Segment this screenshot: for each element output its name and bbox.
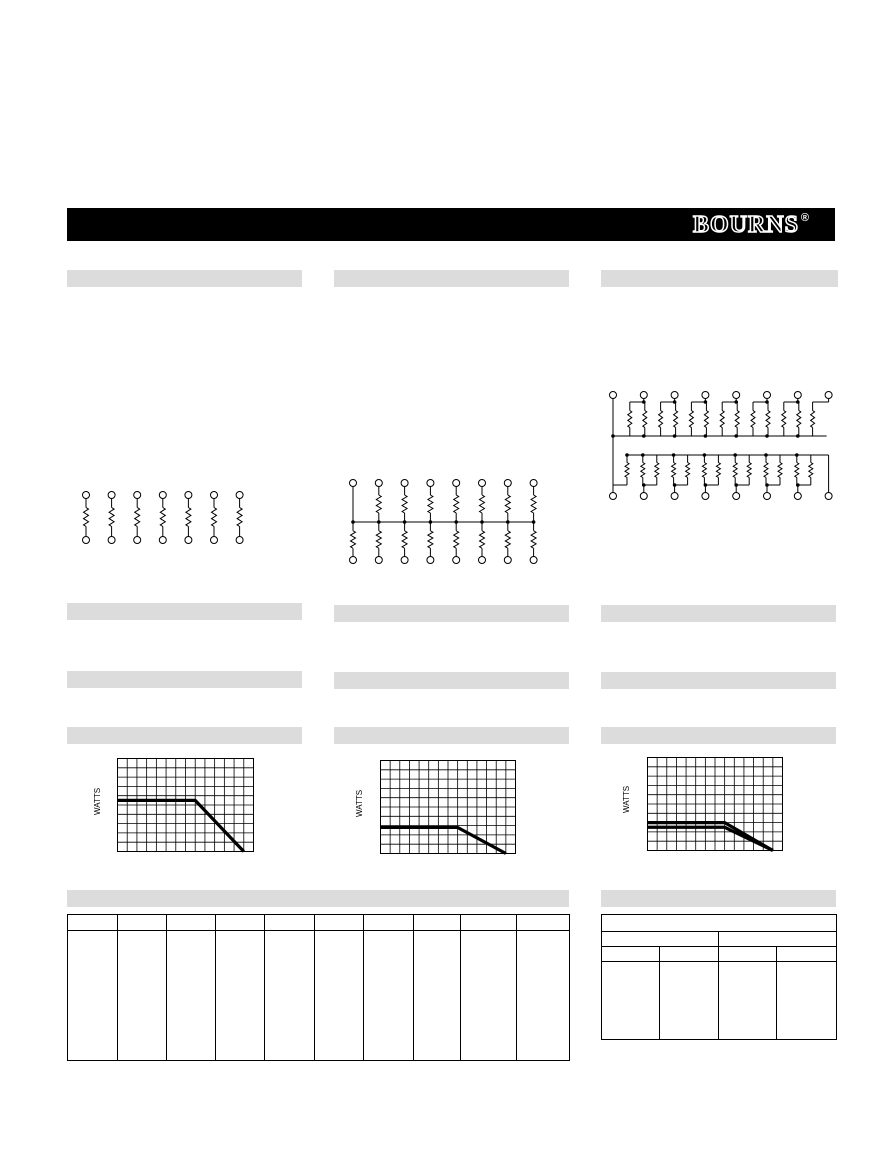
chart-3-ylabel: WATTS [622, 785, 631, 813]
chart-2-ylabel: WATTS [355, 789, 364, 817]
table-col-divider [314, 915, 315, 1060]
pin-terminal [401, 557, 408, 564]
resistor-symbol [186, 508, 191, 527]
resistor-symbol [531, 531, 536, 549]
resistor-symbol [782, 411, 786, 428]
pin-terminal [479, 480, 486, 487]
pin-terminal [185, 537, 192, 544]
pin-terminal [108, 492, 115, 499]
resistor-symbol [747, 463, 751, 478]
junction-dot [734, 400, 738, 404]
chart-1-ylabel: WATTS [93, 787, 102, 815]
pin-terminal [479, 557, 486, 564]
section-bar-2-row2 [334, 605, 569, 622]
junction-dot [765, 400, 769, 404]
section-bar-table-left [67, 890, 569, 907]
resistor-symbol [505, 495, 510, 513]
pin-terminal [211, 492, 218, 499]
pin-terminal [236, 537, 243, 544]
section-bar-bussed [334, 270, 569, 287]
resistor-symbol [797, 411, 801, 428]
pin-terminal [350, 480, 357, 487]
pin-terminal [375, 557, 382, 564]
resistor-symbol [402, 531, 407, 549]
resistor-symbol [505, 531, 510, 549]
section-bar-1-row3 [67, 671, 302, 688]
junction-dot [532, 520, 536, 524]
table-title-rule [602, 931, 836, 932]
junction-dot [673, 483, 677, 487]
section-bar-isolated [67, 270, 302, 287]
derating-chart-2 [380, 760, 516, 854]
ordering-table [67, 914, 570, 1061]
pin-terminal [794, 493, 801, 500]
pin-terminal [702, 493, 709, 500]
derating-chart-3 [647, 757, 783, 851]
resistor-symbol [531, 495, 536, 513]
pin-terminal [610, 392, 617, 399]
resistor-symbol [454, 495, 459, 513]
junction-dot [642, 434, 646, 438]
pin-terminal [504, 557, 511, 564]
section-bar-2-derating [334, 727, 569, 744]
junction-dot [351, 520, 355, 524]
pin-terminal [134, 537, 141, 544]
resistor-symbol [751, 411, 755, 428]
resistor-symbol [160, 508, 165, 527]
junction-dot [764, 453, 768, 457]
junction-dot [641, 453, 645, 457]
resistor-symbol [454, 531, 459, 549]
table-header-rule [602, 961, 836, 962]
resistor-symbol [628, 411, 632, 428]
section-bar-3-derating [601, 727, 836, 744]
pin-terminal [134, 492, 141, 499]
resistor-symbol [237, 508, 242, 527]
junction-dot [796, 483, 800, 487]
pin-terminal [211, 537, 218, 544]
junction-dot [765, 483, 769, 487]
junction-dot [733, 453, 737, 457]
resistor-symbol [795, 463, 799, 478]
resistor-symbol [480, 495, 485, 513]
resistance-table [601, 914, 837, 1040]
section-bar-1-derating [67, 727, 302, 744]
junction-dot [703, 453, 707, 457]
table-col-divider [659, 946, 660, 1039]
table-col-divider [166, 915, 167, 1060]
table-col-divider [413, 915, 414, 1060]
resistor-symbol [480, 531, 485, 549]
pin-terminal [159, 537, 166, 544]
pin-terminal [610, 493, 617, 500]
section-bar-table-right [601, 890, 836, 907]
derating-chart-1 [117, 758, 254, 852]
resistor-symbol [84, 508, 89, 527]
resistor-symbol [702, 463, 706, 478]
resistor-symbol [643, 411, 647, 428]
pin-terminal [159, 492, 166, 499]
resistor-symbol [720, 411, 724, 428]
pin-terminal [530, 480, 537, 487]
pin-terminal [83, 492, 90, 499]
junction-dot [403, 520, 407, 524]
header-bar [67, 208, 835, 241]
junction-dot [673, 400, 677, 404]
junction-dot [704, 400, 708, 404]
junction-dot [704, 483, 708, 487]
resistor-symbol [402, 495, 407, 513]
table-col-divider [117, 915, 118, 1060]
junction-dot [796, 400, 800, 404]
junction-dot [796, 434, 800, 438]
resistor-symbol [689, 411, 693, 428]
resistor-symbol [351, 531, 356, 549]
table-col-divider [264, 915, 265, 1060]
pin-terminal [453, 480, 460, 487]
resistor-symbol [376, 495, 381, 513]
section-bar-3-row2 [601, 605, 836, 622]
pin-terminal [530, 557, 537, 564]
resistor-symbol [716, 463, 720, 478]
resistor-symbol [109, 508, 114, 527]
junction-dot [506, 520, 510, 524]
resistor-symbol [809, 463, 813, 478]
pin-terminal [640, 392, 647, 399]
junction-dot [673, 434, 677, 438]
pin-terminal [108, 537, 115, 544]
pin-terminal [825, 392, 832, 399]
table-col-divider [776, 946, 777, 1039]
registered-mark: ® [800, 212, 809, 224]
junction-dot [480, 520, 484, 524]
pin-terminal [825, 493, 832, 500]
junction-dot [454, 520, 458, 524]
resistor-symbol [704, 411, 708, 428]
pin-terminal [83, 537, 90, 544]
resistor-symbol [766, 411, 770, 428]
bussed-resistor-schematic [340, 470, 550, 570]
junction-dot [734, 434, 738, 438]
table-col-divider [215, 915, 216, 1060]
junction-dot [642, 400, 646, 404]
resistor-symbol [674, 411, 678, 428]
pin-terminal [453, 557, 460, 564]
pin-terminal [427, 557, 434, 564]
resistor-symbol [764, 463, 768, 478]
resistor-symbol [733, 463, 737, 478]
section-bar-2-row3 [334, 672, 569, 689]
junction-dot [704, 434, 708, 438]
table-col-divider [460, 915, 461, 1060]
section-bar-1-row2 [67, 603, 302, 620]
pin-terminal [764, 493, 771, 500]
resistor-symbol [625, 463, 629, 478]
junction-dot [734, 483, 738, 487]
resistor-symbol [735, 411, 739, 428]
junction-dot [672, 453, 676, 457]
pin-terminal [375, 480, 382, 487]
pin-terminal [350, 557, 357, 564]
pin-terminal [640, 493, 647, 500]
junction-dot [377, 520, 381, 524]
pin-terminal [764, 392, 771, 399]
junction-dot [429, 520, 433, 524]
resistor-symbol [376, 531, 381, 549]
table-group-rule [602, 946, 836, 947]
junction-dot [765, 434, 769, 438]
junction-dot [642, 483, 646, 487]
table-col-divider [363, 915, 364, 1060]
resistor-symbol [428, 531, 433, 549]
section-bar-dual-terminator [601, 270, 838, 287]
resistor-symbol [135, 508, 140, 527]
table-header-rule [68, 930, 569, 931]
resistor-symbol [686, 463, 690, 478]
pin-terminal [733, 493, 740, 500]
pin-terminal [427, 480, 434, 487]
resistor-symbol [428, 495, 433, 513]
resistor-symbol [672, 463, 676, 478]
resistor-symbol [778, 463, 782, 478]
pin-terminal [794, 392, 801, 399]
junction-dot [625, 453, 629, 457]
pin-terminal [401, 480, 408, 487]
table-group-divider [718, 931, 719, 1039]
resistor-symbol [655, 463, 659, 478]
table-col-divider [516, 915, 517, 1060]
pin-terminal [236, 492, 243, 499]
section-bar-3-row3 [601, 672, 836, 689]
pin-terminal [504, 480, 511, 487]
pin-terminal [671, 493, 678, 500]
pin-terminal [733, 392, 740, 399]
pin-terminal [671, 392, 678, 399]
junction-dot [795, 453, 799, 457]
resistor-symbol [811, 411, 815, 428]
resistor-symbol [212, 508, 217, 527]
dual-terminator-schematic [600, 385, 840, 510]
pin-terminal [185, 492, 192, 499]
pin-terminal [702, 392, 709, 399]
resistor-symbol [641, 463, 645, 478]
bourns-logo: BOURNS [692, 212, 799, 238]
resistor-symbol [659, 411, 663, 428]
isolated-resistor-schematic [70, 480, 270, 560]
